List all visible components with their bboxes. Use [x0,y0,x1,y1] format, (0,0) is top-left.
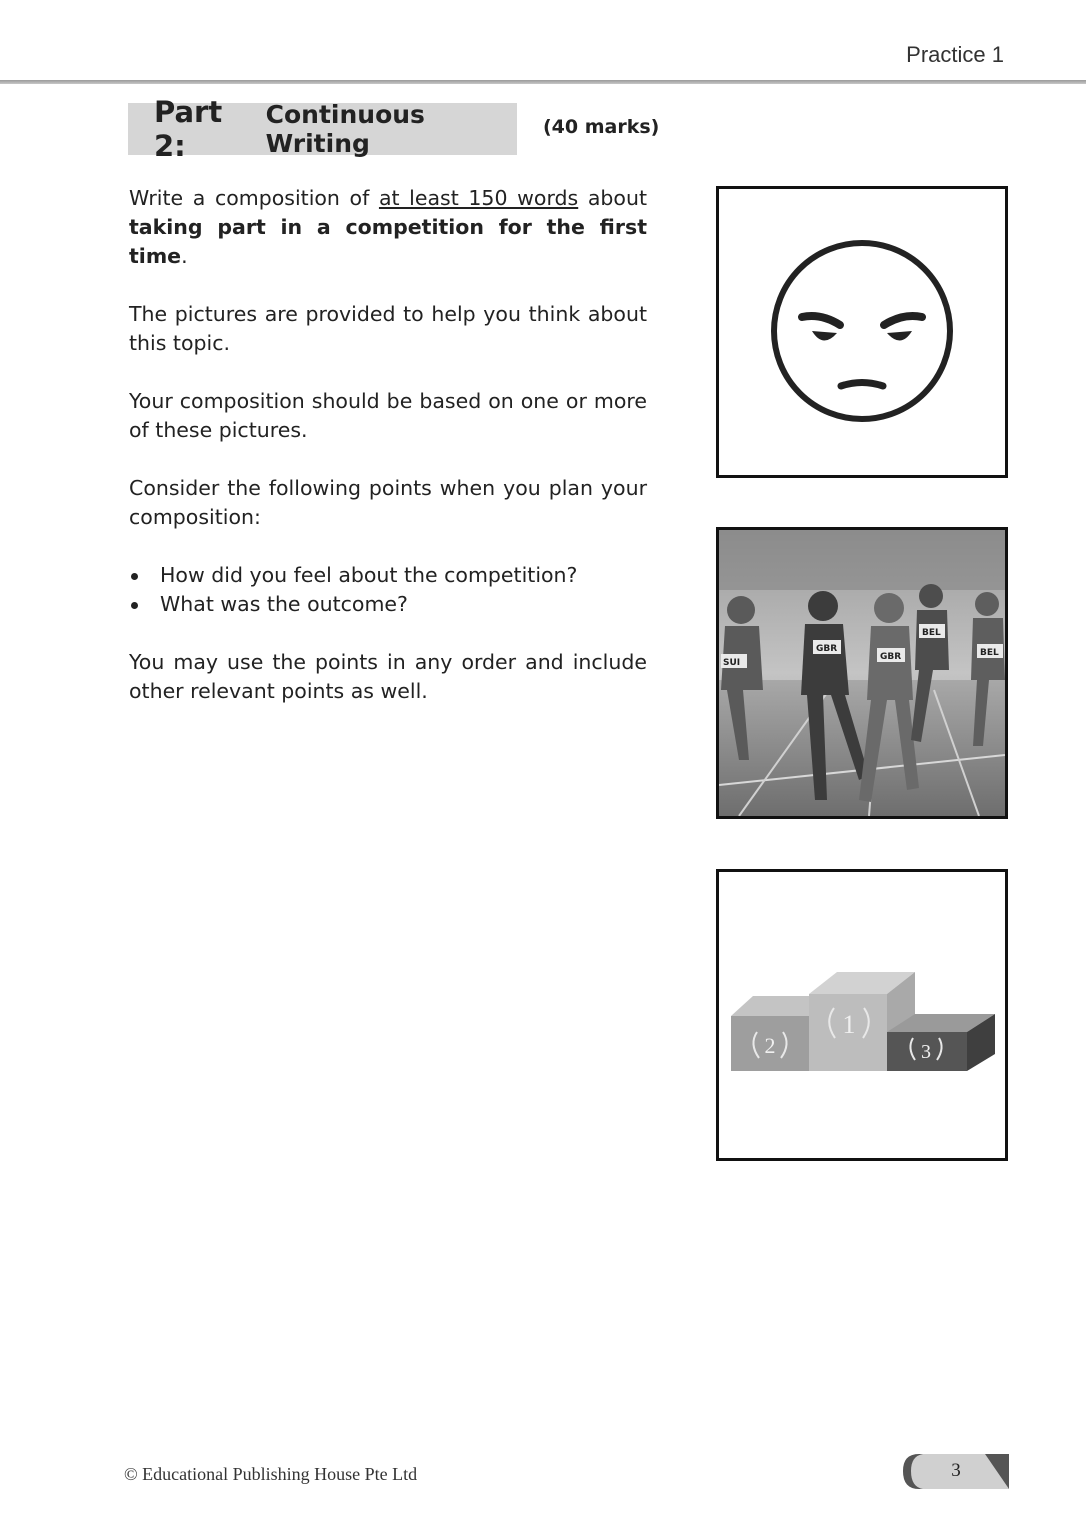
instruction-text: . [181,244,188,268]
picture-angry-face [716,186,1008,478]
podium-place-label: 1 [842,1010,856,1039]
runners-photo [719,530,1005,816]
copyright-notice: © Educational Publishing House Pte Ltd [124,1464,418,1484]
page-number: 3 [951,1460,961,1481]
instruction-text: about [578,186,647,210]
points-list [129,561,647,619]
part-label: Part 2: [154,95,223,163]
section-title: Continuous Writing [265,100,425,158]
runner-bib: BEL [922,628,941,638]
runner-bib: BEL [980,648,999,658]
runner-bib: GBR [880,652,902,662]
instruction-text: Write a composition of [129,186,379,210]
word-count-requirement: at least 150 words [378,186,579,210]
instructions [129,184,647,735]
runner-bib: SUI [723,658,741,668]
picture-podium [716,869,1008,1161]
marks-label: (40 marks) [543,116,660,138]
list-item: What was the outcome? [129,590,647,619]
header-divider [0,80,1086,84]
instruction-order: You may use the points in any order and include other relevant points as well. [129,650,647,703]
runner-bib: GBR [816,644,838,654]
section-title-box [128,95,517,163]
practice-label: Practice 1 [906,42,1004,67]
instruction-consider: Consider the following points when you plan your composition: [129,476,647,529]
instruction-based-on: Your composition should be based on one or more of these pictures. [129,389,647,442]
composition-topic: taking part in a competition for the first time [129,215,647,268]
angry-face-icon [719,189,1005,475]
picture-runners [716,527,1008,819]
podium-icon [719,872,1005,1158]
list-item: How did you feel about the competition? [129,561,647,590]
instruction-pictures: The pictures are provided to help you think about this topic. [129,302,647,355]
podium-place-label: 2 [764,1033,776,1058]
instruction-topic [129,184,647,271]
podium-place-label: 3 [921,1041,931,1063]
page-number-tab [901,1453,1011,1491]
